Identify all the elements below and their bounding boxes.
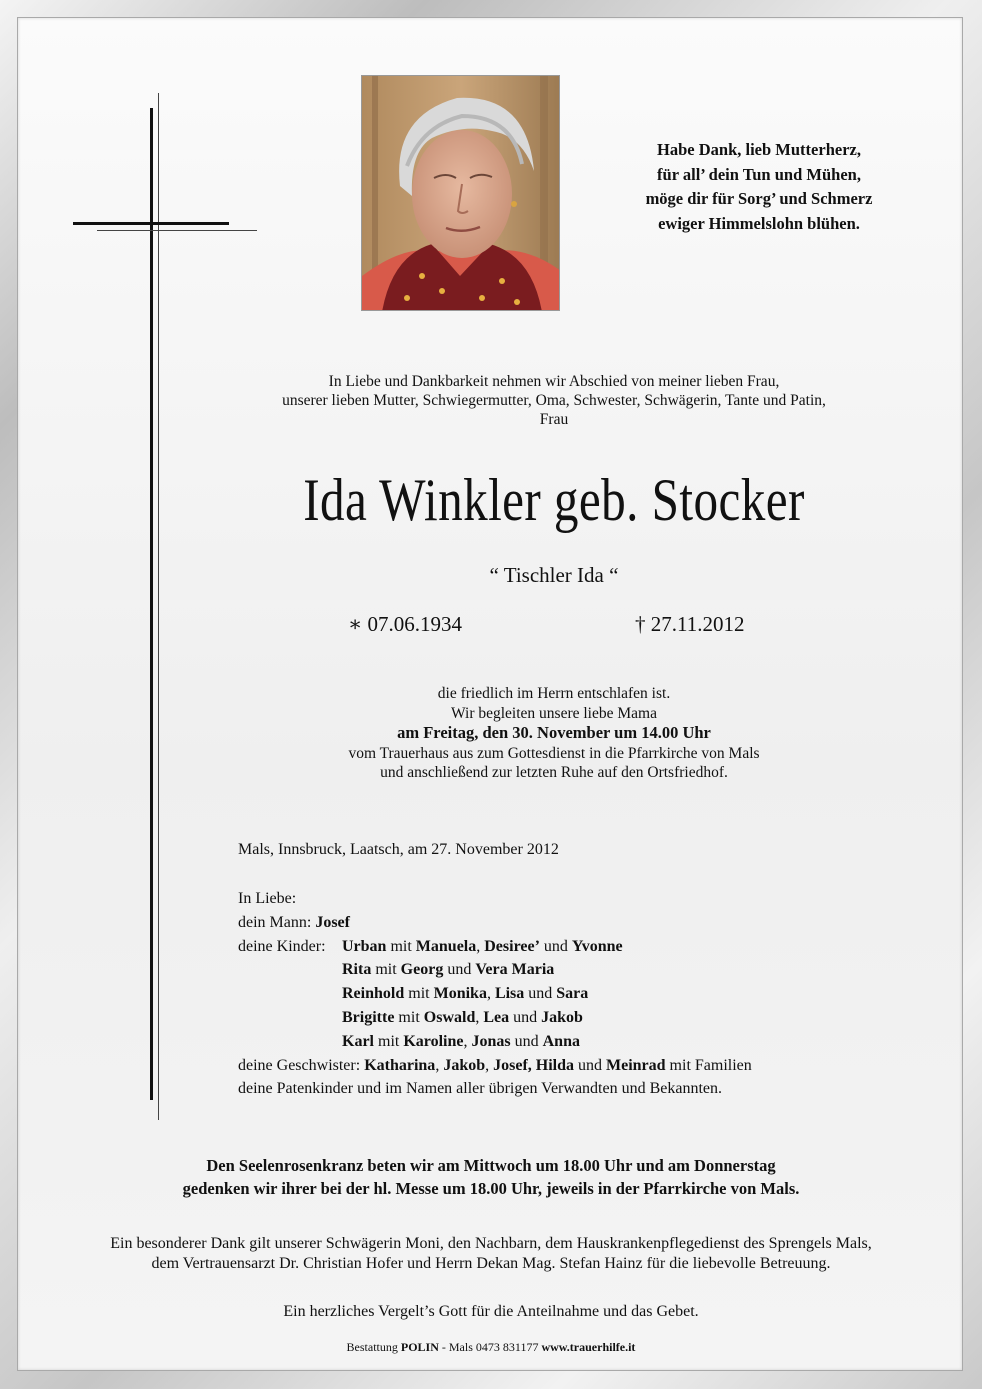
- thanks-line: dem Vertrauensarzt Dr. Christian Hofer und Herrn Dekan Mag. Stefan Hainz für die liebevolle Betreuung.: [151, 1255, 831, 1272]
- child-row: Brigitte mit Oswald, Lea und Jakob: [342, 1008, 583, 1026]
- family-last-line: deine Patenkinder und im Namen aller übrigen Verwandten und Bekannten.: [238, 1080, 723, 1098]
- child-row: Karl mit Karoline, Jonas und Anna: [342, 1032, 580, 1050]
- poem-line: möge dir für Sorg’ und Schmerz: [645, 189, 873, 208]
- deceased-nickname: “ Tischler Ida “: [489, 563, 619, 587]
- funeral-service-text: [260, 684, 848, 783]
- child-row: Urban mit Manuela, Desiree’ und Yvonne: [342, 937, 623, 955]
- death-date: † 27.11.2012: [635, 612, 745, 636]
- service-line: die friedlich im Herrn entschlafen ist.: [437, 685, 671, 702]
- cross-vertical-bar: [150, 108, 153, 1100]
- husband-label: dein Mann:: [238, 913, 312, 931]
- family-children-row: [238, 982, 752, 1006]
- thanks-text: [40, 1234, 942, 1274]
- poem-line: Habe Dank, lieb Mutterherz,: [657, 140, 861, 159]
- rosary-line: Den Seelenrosenkranz beten wir am Mittwoch um 18.00 Uhr und am Donnerstag: [206, 1156, 776, 1175]
- deceased-name: Ida Winkler geb. Stocker: [303, 467, 805, 533]
- intro-line: In Liebe und Dankbarkeit nehmen wir Abschied von meiner lieben Frau,: [328, 373, 780, 390]
- website-link[interactable]: www.trauerhilfe.it: [541, 1340, 636, 1354]
- rosary-line: gedenken wir ihrer bei der hl. Messe um 18.00 Uhr, jeweils in der Pfarrkirche von Mals.: [182, 1179, 800, 1198]
- siblings-label: deine Geschwister:: [238, 1056, 361, 1074]
- family-children-row: [238, 958, 752, 982]
- birth-date: ∗ 07.06.1934: [348, 612, 463, 636]
- family-children-row: [238, 1030, 752, 1054]
- poem-line: ewiger Himmelslohn blühen.: [658, 213, 860, 233]
- place-date: Mals, Innsbruck, Laatsch, am 27. November 2012: [238, 841, 559, 858]
- family-husband-row: [238, 911, 752, 935]
- funeral-home-name: POLIN: [400, 1340, 439, 1354]
- cross-horizontal-line: [97, 230, 257, 231]
- family-list: [238, 887, 752, 1101]
- thanks-line: Ein besonderer Dank gilt unserer Schwägerin Moni, den Nachbarn, dem Hauskrankenpflegedienst des Sprengels Mals,: [110, 1235, 872, 1252]
- family-children-row: [238, 1006, 752, 1030]
- child-row: Reinhold mit Monika, Lisa und Sara: [342, 985, 589, 1003]
- poem-line: für all’ dein Tun und Mühen,: [657, 164, 861, 184]
- service-date: am Freitag, den 30. November um 14.00 Uhr: [397, 723, 711, 742]
- siblings-names: Katharina, Jakob, Josef, Hilda und Meinrad mit Familien: [364, 1056, 752, 1074]
- intro-line: Frau: [539, 411, 569, 428]
- cross-vertical-line: [158, 93, 159, 1120]
- family-children-row: [238, 935, 752, 959]
- family-siblings-row: [238, 1054, 752, 1078]
- poem: [600, 138, 918, 236]
- closing-thanks: Ein herzliches Vergelt’s Gott für die Anteilnahme und das Gebet.: [283, 1303, 699, 1320]
- rosary-notice: [100, 1154, 882, 1200]
- service-line: vom Trauerhaus aus zum Gottesdienst in die Pfarrkirche von Mals: [348, 744, 760, 762]
- children-label: deine Kinder:: [238, 937, 326, 955]
- funeral-home-footer: Bestattung POLIN - Mals 0473 831177 www.trauerhilfe.it: [346, 1340, 636, 1354]
- cross-horizontal-bar: [73, 222, 229, 225]
- portrait-photo: [361, 75, 560, 311]
- portrait-illustration: [362, 76, 560, 311]
- husband-name: Josef: [315, 913, 350, 931]
- service-line: Wir begleiten unsere liebe Mama: [451, 704, 657, 722]
- intro-line: unserer lieben Mutter, Schwiegermutter, Oma, Schwester, Schwägerin, Tante und Patin,: [282, 392, 826, 409]
- intro-text: [220, 372, 888, 429]
- child-row: Rita mit Georg und Vera Maria: [342, 961, 555, 979]
- family-heading: In Liebe:: [238, 890, 297, 907]
- service-line: und anschließend zur letzten Ruhe auf den Ortsfriedhof.: [380, 764, 728, 781]
